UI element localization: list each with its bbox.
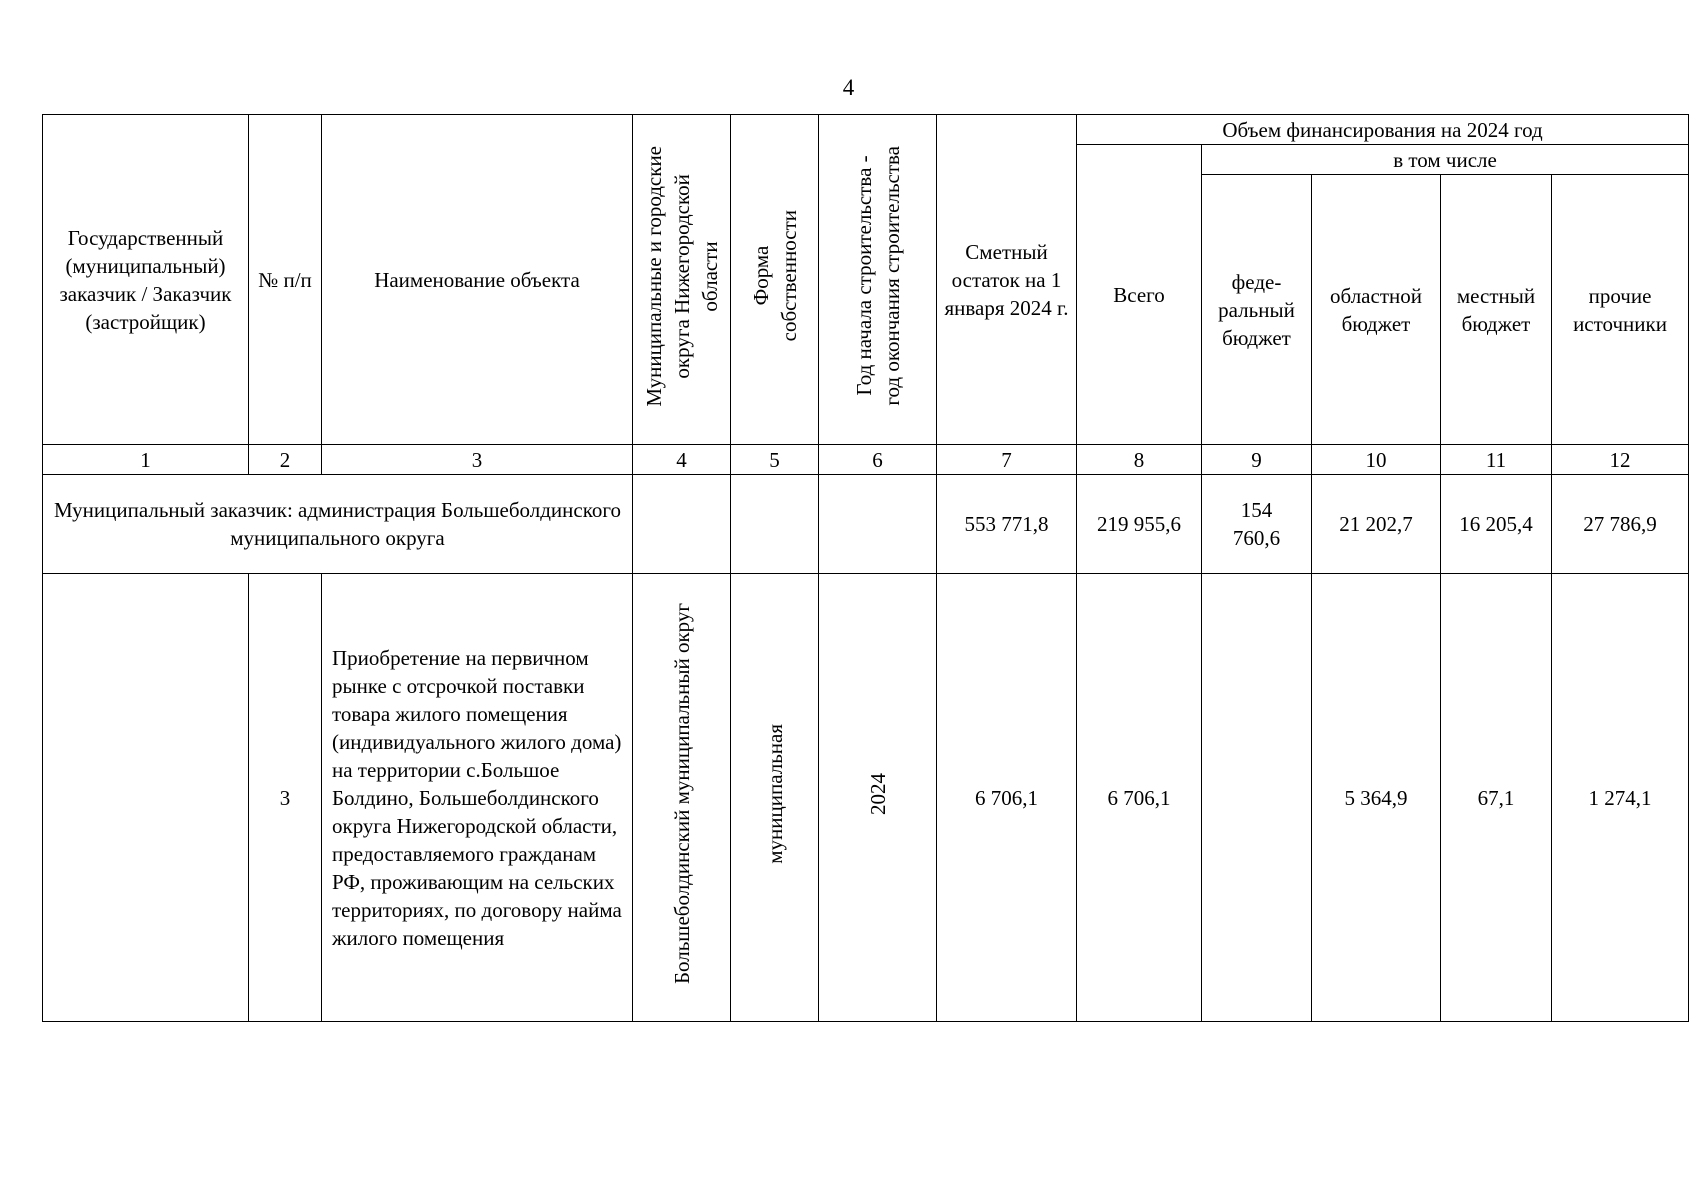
header-years <box>819 115 937 445</box>
row-other: 1 274,1 <box>1552 574 1689 1022</box>
summary-federal: 154 760,6 <box>1202 475 1312 574</box>
table-row <box>43 574 1689 1022</box>
row-federal <box>1202 574 1312 1022</box>
page-number: 4 <box>842 75 855 100</box>
row-district-text: Большеболдинский муниципальный округ <box>669 603 694 985</box>
column-number: 3 <box>322 445 633 475</box>
row-years-text: 2024 <box>865 773 890 815</box>
row-ownership-text: муниципальная <box>762 724 787 864</box>
column-number-row <box>43 445 1689 475</box>
summary-row <box>43 475 1689 574</box>
row-years <box>819 574 937 1022</box>
summary-ownership <box>731 475 819 574</box>
row-customer <box>43 574 249 1022</box>
summary-years <box>819 475 937 574</box>
header-district <box>633 115 731 445</box>
row-object-name: Приобретение на первичном рынке с отсрочкой поставки товара жилого помещения (индивидуального жилого дома) на территории с.Большое Болдино, Большеболдинского округа Нижегородской области, предоставляемого гражданам РФ, проживающим на сельских территориях, по договору найма жилого помещения <box>322 574 633 1022</box>
row-regional: 5 364,9 <box>1312 574 1441 1022</box>
header-regional: областной бюджет <box>1312 175 1441 445</box>
summary-regional: 21 202,7 <box>1312 475 1441 574</box>
header-years-text: Год начала строительства - год окончания строительства <box>851 146 904 406</box>
header-customer: Государственный (муниципальный) заказчик / Заказчик (застройщик) <box>43 115 249 445</box>
column-number: 10 <box>1312 445 1441 475</box>
row-district <box>633 574 731 1022</box>
row-estimate: 6 706,1 <box>937 574 1077 1022</box>
header-estimate: Сметный остаток на 1 января 2024 г. <box>937 115 1077 445</box>
column-number: 4 <box>633 445 731 475</box>
summary-local: 16 205,4 <box>1441 475 1552 574</box>
financing-table <box>42 114 1689 1022</box>
header-number: № п/п <box>249 115 322 445</box>
header-local: местный бюджет <box>1441 175 1552 445</box>
column-number: 6 <box>819 445 937 475</box>
column-number: 9 <box>1202 445 1312 475</box>
header-ownership <box>731 115 819 445</box>
row-local: 67,1 <box>1441 574 1552 1022</box>
column-number: 2 <box>249 445 322 475</box>
row-ownership <box>731 574 819 1022</box>
header-object-name: Наименование объекта <box>322 115 633 445</box>
header-row-1 <box>43 115 1689 145</box>
header-federal: феде-ральный бюджет <box>1202 175 1312 445</box>
column-number: 5 <box>731 445 819 475</box>
summary-total: 219 955,6 <box>1077 475 1202 574</box>
header-including: в том числе <box>1202 145 1689 175</box>
summary-other: 27 786,9 <box>1552 475 1689 574</box>
column-number: 7 <box>937 445 1077 475</box>
row-number: 3 <box>249 574 322 1022</box>
summary-estimate: 553 771,8 <box>937 475 1077 574</box>
header-other: прочие источники <box>1552 175 1689 445</box>
summary-customer: Муниципальный заказчик: администрация Большеболдинского муниципального округа <box>43 475 633 574</box>
column-number: 1 <box>43 445 249 475</box>
summary-district <box>633 475 731 574</box>
column-number: 11 <box>1441 445 1552 475</box>
header-ownership-text: Форма собственности <box>748 210 801 342</box>
header-district-text: Муниципальные и городские округа Нижегородской области <box>641 145 722 407</box>
header-total: Всего <box>1077 145 1202 445</box>
column-number: 8 <box>1077 445 1202 475</box>
row-total: 6 706,1 <box>1077 574 1202 1022</box>
column-number: 12 <box>1552 445 1689 475</box>
header-funding-title: Объем финансирования на 2024 год <box>1077 115 1689 145</box>
